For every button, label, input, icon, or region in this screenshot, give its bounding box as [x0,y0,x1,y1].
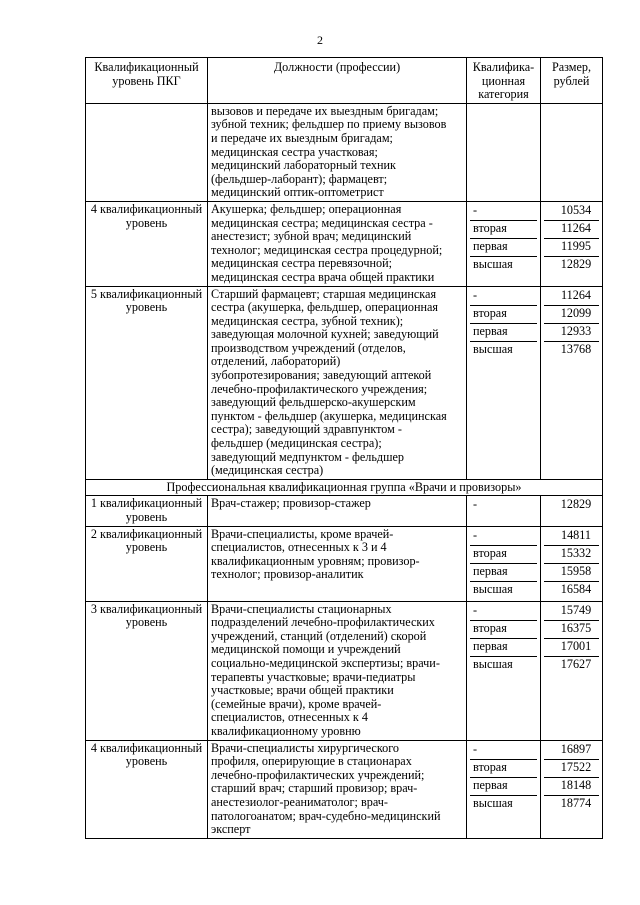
category-value: первая [470,239,537,257]
category-value: высшая [473,795,513,810]
category-cell [467,286,541,479]
table-row [86,103,603,201]
amount-value: 15332 [544,546,599,564]
posts-line: заведующий фельдшерско-акушерским [211,395,416,410]
posts-line: лечебно-профилактического учреждения; [211,381,428,396]
category-value: - [470,288,537,306]
amount-value: 16375 [544,621,599,639]
category-cell [467,201,541,286]
category-cell [467,601,541,740]
level-cell: 3 квалификационный уровень [86,601,208,740]
category-value: первая [470,324,537,342]
posts-cell [208,286,467,479]
amount-value: 12829 [560,256,592,271]
amount-value: 16584 [560,581,592,596]
posts-line: Врачи-специалисты стационарных [211,601,392,616]
posts-line: медицинская сестра перевязочной; [211,256,392,271]
amount-value: 16897 [544,742,599,760]
table-row [86,286,603,479]
category-value: высшая [473,256,513,271]
category-value: первая [470,564,537,582]
posts-line: пунктом - фельдшер (акушерка, медицинская [211,408,447,423]
posts-line: Врачи-специалисты хирургического [211,740,400,755]
category-value: первая [470,778,537,796]
amount-value: 12933 [544,324,599,342]
category-cell [467,103,541,201]
posts-line: производством учреждений (отделов, [211,340,406,355]
posts-line: заведующая молочной кухней; заведующий [211,327,439,342]
posts-cell [208,601,467,740]
category-value: высшая [473,581,513,596]
category-value: - [473,497,478,512]
posts-cell [208,526,467,601]
amount-cell [541,496,603,526]
amount-value: 11264 [544,288,599,306]
amount-cell [541,201,603,286]
level-cell: 2 квалификационный уровень [86,526,208,601]
table-row [86,601,603,740]
category-cell [467,496,541,526]
amount-cell [541,601,603,740]
header-row [86,58,603,104]
posts-line: учреждений, станций (отделений) скорой [211,628,427,643]
posts-line: анестезиолог-реаниматолог; врач- [211,794,388,809]
posts-cell [208,103,467,201]
category-value: - [470,528,537,546]
posts-line: Врачи-специалисты, кроме врачей- [211,526,394,541]
posts-line: квалификационному уровню [211,723,361,738]
posts-line: лечебно-профилактических учреждений; [211,767,425,782]
posts-line: вызовов и передаче их выездным бригадам; [211,103,439,118]
header-category: Квалифика- ционная категория [467,58,541,104]
posts-cell [208,740,467,838]
posts-line: социально-медицинской экспертизы; врачи- [211,655,440,670]
posts-line: (медицинская сестра) [211,463,324,478]
posts-line: технолог; медицинская сестра процедурной; [211,242,443,257]
posts-line: медицинская сестра; медицинская сестра - [211,215,433,230]
posts-line: медицинской помощи и учреждений [211,642,401,657]
level-cell: 4 квалификационный уровень [86,201,208,286]
category-value: вторая [470,221,537,239]
amount-value: 17522 [544,760,599,778]
amount-value: 10534 [544,203,599,221]
amount-value: 11264 [544,221,599,239]
header-posts: Должности (профессии) [208,58,467,104]
category-value: вторая [470,306,537,324]
posts-line: эксперт [211,822,251,837]
category-value: - [470,203,537,221]
level-cell: 5 квалификационный уровень [86,286,208,479]
header-amount: Размер, рублей [541,58,603,104]
posts-line: участковые; врачи общей практики [211,683,394,698]
posts-line: специалистов, отнесенных к 3 и 4 [211,540,387,555]
amount-value: 14811 [544,528,599,546]
posts-line: профиля, оперирующие в стационарах [211,754,412,769]
posts-line: подразделений лечебно-профилактических [211,615,435,630]
amount-value: 18774 [560,795,592,810]
category-value: - [470,742,537,760]
posts-line: Акушерка; фельдшер; операционная [211,201,402,216]
amount-value: 17001 [544,639,599,657]
page-number: 2 [317,33,323,47]
amount-cell [541,526,603,601]
posts-line: заведующий медпунктом - фельдшер [211,449,405,464]
category-value: первая [470,639,537,657]
category-value: вторая [470,621,537,639]
table-row [86,526,603,601]
level-cell: 4 квалификационный уровень [86,740,208,838]
amount-cell [541,103,603,201]
amount-value: 15749 [544,603,599,621]
posts-line: отделений, лабораторий) [211,354,341,369]
group-title-row [86,479,603,496]
category-value: - [470,603,537,621]
amount-value: 11995 [544,239,599,257]
amount-cell [541,740,603,838]
posts-line: зубопротезирования; заведующий аптекой [211,368,432,383]
posts-line: медицинская сестра врача общей практики [211,269,435,284]
posts-line: квалификационным уровням; провизор- [211,553,420,568]
posts-line: патологоанатом; врач-судебно-медицинский [211,808,441,823]
posts-line: фельдшер (медицинская сестра); [211,436,382,451]
posts-line: анестезист; зубной врач; медицинский [211,229,412,244]
header-level: Квалификационный уровень ПКГ [86,58,208,104]
posts-line: зубной техник; фельдшер по приему вызовов [211,117,447,132]
posts-line: медицинский лабораторный техник [211,158,396,173]
posts-line: медицинский оптик-оптометрист [211,185,384,200]
level-cell [86,103,208,201]
posts-line: терапевты участковые; врачи-педиатры [211,669,416,684]
posts-line: Старший фармацевт; старшая медицинская [211,286,437,301]
posts-line: и передаче их выездным бригадам; [211,130,393,145]
table-row [86,201,603,286]
category-value: вторая [470,760,537,778]
posts-line: сестра); заведующий здравпунктом - [211,422,402,437]
posts-line: медицинская сестра, зубной техник); [211,313,404,328]
posts-line: (семейные врачи), кроме врачей- [211,696,382,711]
amount-value: 13768 [560,341,592,356]
category-value: высшая [473,656,513,671]
table-row [86,740,603,838]
amount-cell [541,286,603,479]
posts-line: технолог; провизор-аналитик [211,567,364,582]
table-row [86,496,603,526]
group-title: Профессиональная квалификационная группа «Врачи и провизоры» [86,479,603,496]
amount-value: 17627 [560,656,592,671]
category-value: вторая [470,546,537,564]
posts-line: Врач-стажер; провизор-стажер [211,496,371,511]
level-cell: 1 квалификационный уровень [86,496,208,526]
posts-line: (фельдшер-лаборант); фармацевт; [211,171,388,186]
category-value: высшая [473,341,513,356]
posts-line: сестра (акушерка, фельдшер, операционная [211,300,438,315]
posts-cell [208,201,467,286]
amount-value: 15958 [544,564,599,582]
salary-table [85,57,603,839]
posts-line: старший врач; старший провизор; врач- [211,781,418,796]
category-cell [467,526,541,601]
amount-value: 12829 [560,497,592,512]
amount-value: 18148 [544,778,599,796]
posts-cell [208,496,467,526]
category-cell [467,740,541,838]
posts-line: медицинская сестра участковая; [211,144,378,159]
amount-value: 12099 [544,306,599,324]
posts-line: специалистов, отнесенных к 4 [211,710,368,725]
